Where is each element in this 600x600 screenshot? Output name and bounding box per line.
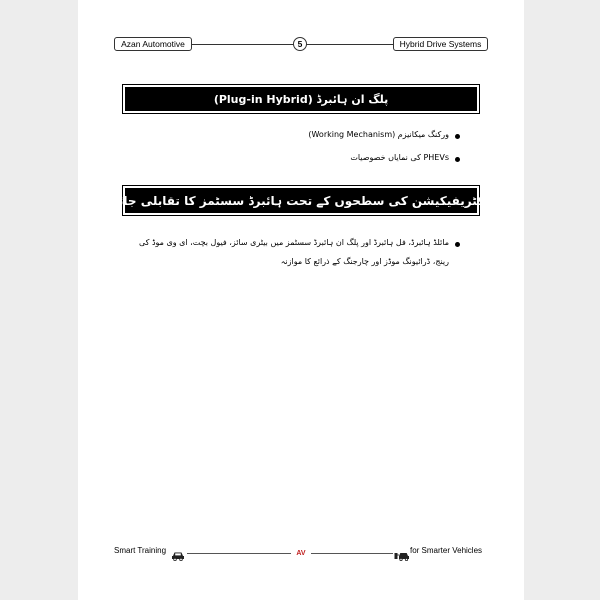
footer-right-text: for Smarter Vehicles bbox=[410, 546, 483, 555]
charging-car-icon bbox=[394, 546, 410, 565]
section-heading-text: پلگ ان ہائبرڈ (Plug-in Hybrid) bbox=[125, 87, 477, 111]
header-left-title: Azan Automotive bbox=[114, 37, 192, 51]
list-item bbox=[350, 153, 460, 167]
header-right-title: Hybrid Drive Systems bbox=[393, 37, 488, 51]
footer-rule-right bbox=[311, 553, 393, 554]
section-heading-text: الیکٹریفیکیشن کی سطحوں کے تحت ہائبرڈ سسٹمز کا تقابلی جائزہ bbox=[125, 188, 477, 213]
footer-left-text: Smart Training bbox=[114, 546, 167, 555]
page-number: 5 bbox=[293, 37, 307, 51]
document-page bbox=[78, 0, 524, 600]
list-item-text: PHEVs کی نمایاں خصوصیات bbox=[350, 153, 449, 162]
bullet-icon bbox=[455, 157, 460, 162]
footer-rule-left bbox=[187, 553, 291, 554]
bullet-icon bbox=[455, 134, 460, 139]
list-item bbox=[308, 130, 460, 144]
brand-logo: AV bbox=[296, 549, 306, 557]
list-item bbox=[129, 238, 460, 271]
list-item-text: مائلڈ ہائبرڈ، فل ہائبرڈ اور پلگ ان ہائبرڈ سسٹمز میں بیٹری سائز، فیول بچت، ای وی موڈ کی رینج، ڈرائیونگ موڈز اور چارجنگ کے ذرائع کا موازنہ bbox=[138, 238, 449, 266]
section-heading-plug-in-hybrid bbox=[122, 84, 480, 114]
car-icon bbox=[171, 546, 185, 565]
section-heading-comparison bbox=[104, 185, 498, 216]
bullet-icon bbox=[455, 242, 460, 247]
list-item-text: ورکنگ میکانیزم (Working Mechanism) bbox=[308, 130, 449, 139]
